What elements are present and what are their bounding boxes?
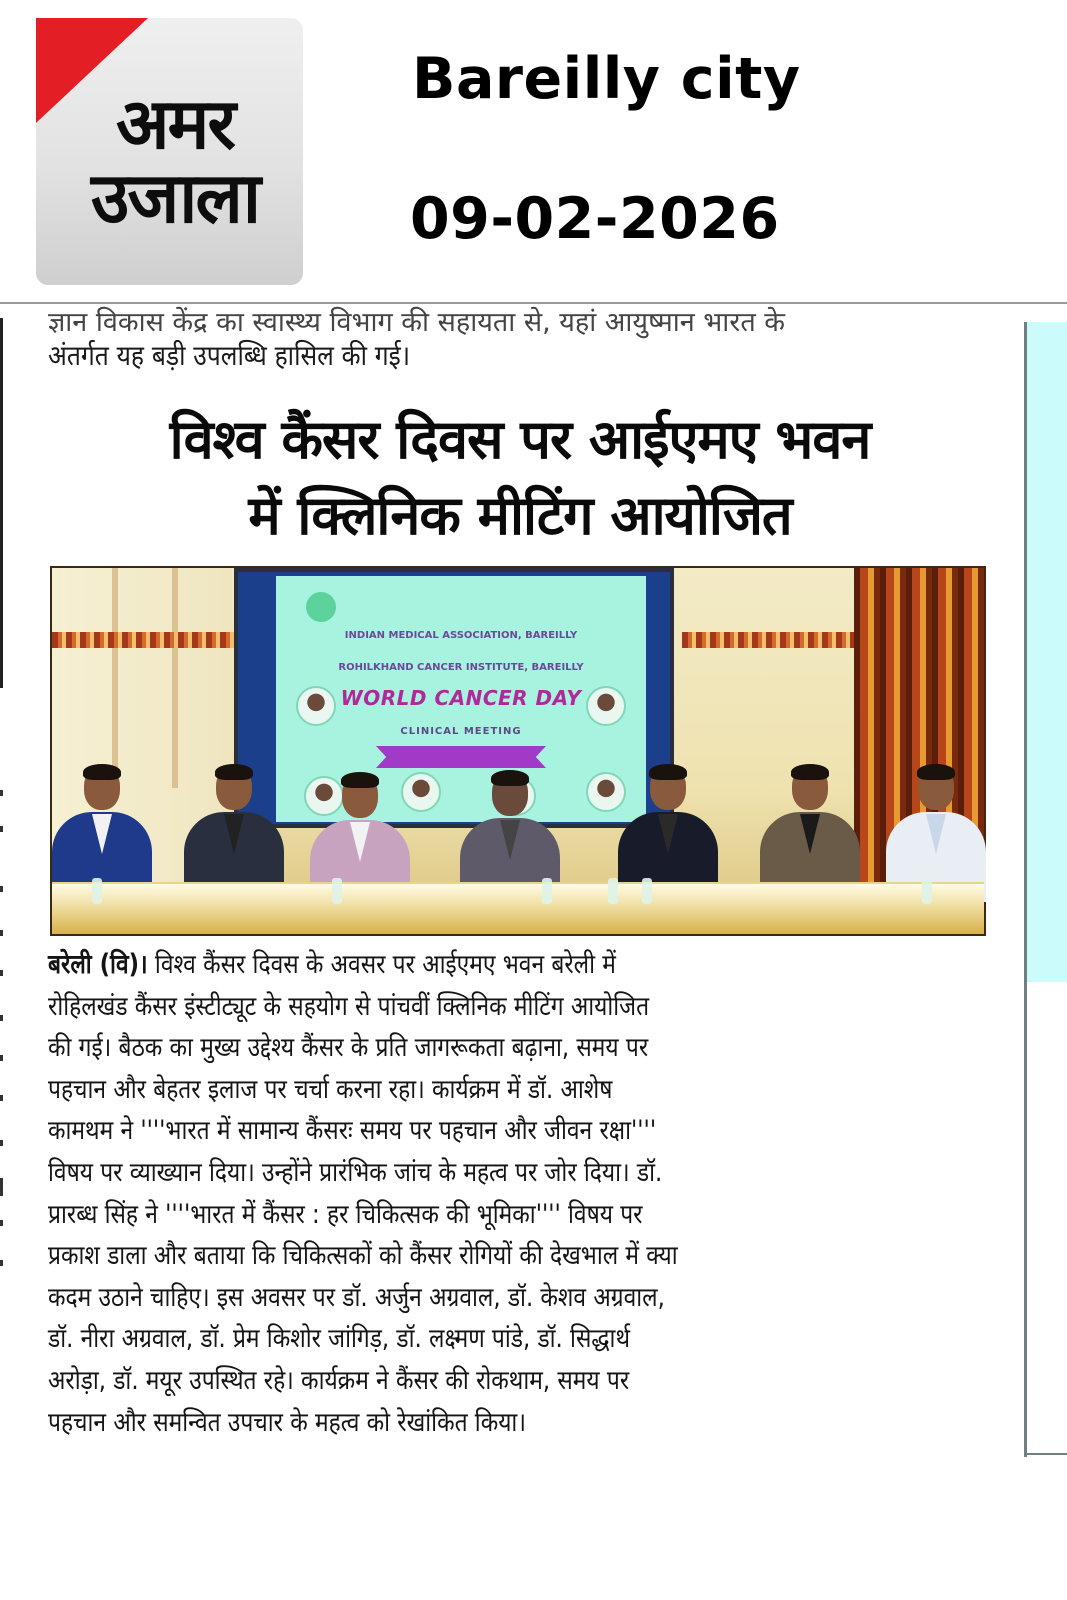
left-column-rule	[0, 318, 3, 688]
wall-trim-left	[52, 632, 234, 648]
adjacent-column-strip	[1027, 322, 1067, 982]
previous-story-cutoff-line: ज्ञान विकास केंद्र का स्वास्थ्य विभाग की सहायता से, यहां आयुष्मान भारत के	[48, 307, 786, 338]
edition-date: 09-02-2026	[410, 186, 780, 252]
screen-org-line-1: INDIAN MEDICAL ASSOCIATION, BAREILLY	[344, 630, 578, 641]
article-line: कदम उठाने चाहिए। इस अवसर पर डॉ. अर्जुन अग्रवाल, डॉ. केशव अग्रवाल,	[48, 1281, 665, 1313]
article-headline	[60, 402, 980, 554]
article-line: प्रकाश डाला और बताया कि चिकित्सकों को कैंसर रोगियों की देखभाल में क्या	[48, 1240, 678, 1272]
wall-trim-right	[682, 632, 862, 648]
panelist	[760, 766, 860, 896]
panelist	[52, 766, 152, 896]
projection-screen-frame	[234, 568, 674, 828]
speaker-avatar-icon	[586, 686, 626, 726]
newspaper-logo	[36, 18, 303, 285]
headline-line-2: में क्लिनिक मीटिंग आयोजित	[248, 484, 792, 547]
edition-city: Bareilly city	[412, 46, 801, 112]
article-line: पहचान और समन्वित उपचार के महत्व को रेखांकित किया।	[48, 1406, 526, 1438]
ima-logo-icon	[306, 592, 336, 622]
dateline: बरेली (वि)।	[48, 949, 148, 980]
panelist-speaking	[618, 766, 718, 896]
right-column-rule	[1024, 322, 1027, 1457]
previous-story-last-line: अंतर्गत यह बड़ी उपलब्धि हासिल की गई।	[48, 339, 411, 372]
left-column-text-edge	[0, 790, 4, 1350]
article-line-1: बरेली (वि)। विश्व कैंसर दिवस के अवसर पर आईएमए भवन बरेली में	[48, 949, 616, 980]
screen-subtitle: CLINICAL MEETING	[400, 726, 522, 737]
screen-org-line-2: ROHILKHAND CANCER INSTITUTE, BAREILLY	[338, 662, 584, 673]
conference-table	[52, 882, 984, 934]
logo-line-2: उजाला	[90, 157, 260, 239]
right-column-rule-bottom	[1024, 1453, 1067, 1455]
article-line: कामथम ने ''''भारत में सामान्य कैंसरः समय पर पहचान और जीवन रक्षा''''	[48, 1115, 657, 1147]
panelist	[184, 766, 284, 896]
article-line: प्रारब्ध सिंह ने ''''भारत में कैंसर : हर चिकित्सक की भूमिका'''' विषय पर	[48, 1198, 643, 1230]
article-line: पहचान और बेहतर इलाज पर चर्चा करना रहा। कार्यक्रम में डॉ. आशेष	[48, 1073, 613, 1105]
screen-title: WORLD CANCER DAY	[340, 686, 582, 710]
logo-line-1: अमर	[116, 83, 234, 165]
headline-line-1: विश्व कैंसर दिवस पर आईएमए भवन	[169, 408, 871, 471]
article-line: विषय पर व्याख्यान दिया। उन्होंने प्रारंभिक जांच के महत्व पर जोर दिया। डॉ.	[48, 1156, 663, 1188]
event-photo	[50, 566, 986, 936]
speaker-avatar-icon	[296, 686, 336, 726]
article-line: अरोड़ा, डॉ. मयूर उपस्थित रहे। कार्यक्रम ने कैंसर की रोकथाम, समय पर	[48, 1364, 630, 1396]
article-line: की गई। बैठक का मुख्य उद्देश्य कैंसर के प्रति जागरूकता बढ़ाना, समय पर	[48, 1032, 649, 1064]
article-line: रोहिलखंड कैंसर इंस्टीट्यूट के सहयोग से पांचवीं क्लिनिक मीटिंग आयोजित	[48, 990, 650, 1022]
article-body	[48, 944, 1008, 1443]
panelist	[886, 766, 986, 896]
screen-date-ribbon	[376, 746, 546, 768]
article-line: डॉ. नीरा अग्रवाल, डॉ. प्रेम किशोर जांगिड़, डॉ. लक्ष्मण पांडे, डॉ. सिद्धार्थ	[48, 1323, 631, 1355]
